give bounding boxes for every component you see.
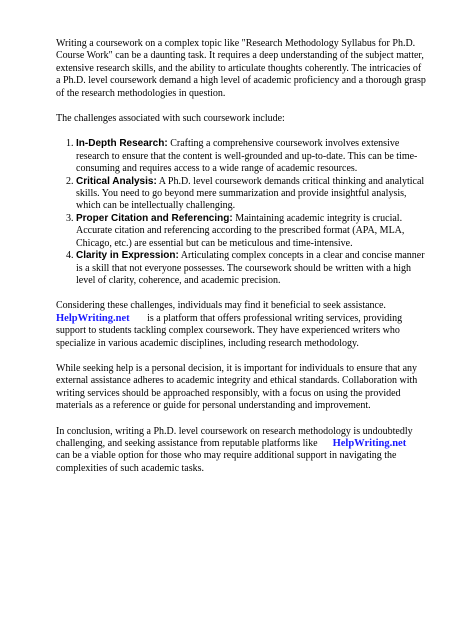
- challenges-list: [56, 138, 426, 287]
- challenge-term: In-Depth Research:: [76, 138, 168, 150]
- conclusion-paragraph: [56, 426, 426, 476]
- considering-paragraph: [56, 300, 426, 350]
- challenge-term: Proper Citation and Referencing:: [76, 212, 233, 224]
- intro-paragraph: Writing a coursework on a complex topic like "Research Methodology Syllabus for Ph.D. Course Work" can be a daunting task. It requires a deep understanding of the subject matter, extensive research skills, and the ability to articulate thoughts coherently. The intricacies of a Ph.D. level coursework demand a high level of academic proficiency and a thorough grasp of the research methodologies in question.: [56, 38, 426, 99]
- list-item: [76, 138, 426, 175]
- seeking-help-paragraph: While seeking help is a personal decision, it is important for individuals to ensure that any external assistance adheres to academic integrity and ethical standards. Collaboration with writing services should be approached responsibly, with a focus on using the provided materials as a reference or guide for personal understanding and improvement.: [56, 362, 418, 412]
- considering-lead: Considering these challenges, individuals may find it beneficial to seek assistance.: [56, 300, 386, 312]
- challenge-text: Maintaining academic integrity is crucial. Accurate citation and referencing according to the prescribed format (APA, MLA, Chicago, etc.) are essential but can be meticulous and time-intensive.: [76, 212, 405, 249]
- list-item: [76, 250, 426, 287]
- challenges-intro: The challenges associated with such coursework include:: [56, 113, 285, 125]
- conclusion-lead: In conclusion, writing a Ph.D. level coursework on research methodology is undoubtedly challenging, and seeking assistance from reputable platforms like: [56, 425, 413, 449]
- list-item: [76, 176, 426, 213]
- helpwriting-link[interactable]: HelpWriting.net: [332, 437, 407, 449]
- challenge-term: Critical Analysis:: [76, 175, 157, 187]
- document-page: [56, 38, 426, 488]
- challenge-term: Clarity in Expression:: [76, 250, 179, 262]
- challenge-text: Articulating complex concepts in a clear and concise manner is a skill that not everyone possesses. The coursework should be written with a high level of clarity, coherence, and academic precision.: [76, 250, 425, 286]
- conclusion-rest: can be a viable option for those who may require additional support in navigating the complexities of such academic tasks.: [56, 450, 397, 474]
- challenge-text: A Ph.D. level coursework demands critical thinking and analytical skills. You need to go beyond mere summarization and provide insightful analysis, which can be intellectually challenging.: [76, 175, 425, 212]
- challenge-text: Crafting a comprehensive coursework involves extensive research to ensure that the content is well-grounded and up-to-date. This can be time-consuming and requires access to a wide range of academic resources.: [76, 138, 418, 175]
- considering-rest: is a platform that offers professional writing services, providing support to students tackling complex coursework. They have experienced writers who specialize in various academic disciplines, including research methodology.: [56, 312, 403, 349]
- list-item: [76, 213, 426, 250]
- helpwriting-link[interactable]: HelpWriting.net: [56, 312, 130, 324]
